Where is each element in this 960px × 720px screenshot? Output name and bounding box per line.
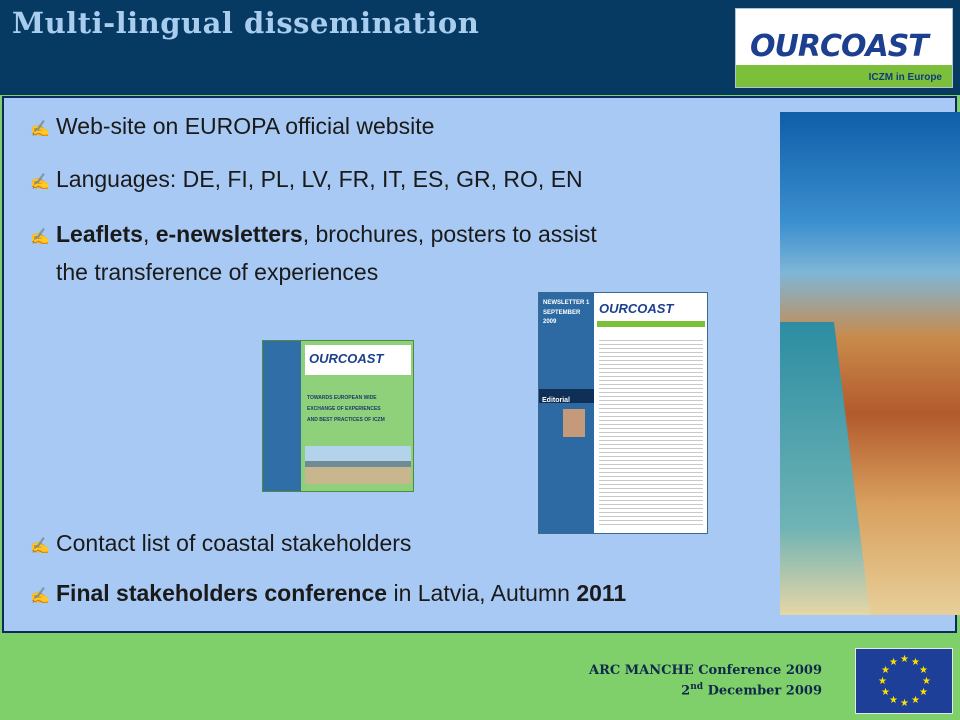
newsletter-logo <box>597 297 705 327</box>
newsletter-date: SEPTEMBER 2009 <box>543 309 581 326</box>
eu-star-icon: ★ <box>911 695 920 707</box>
footer-month: December 2009 <box>703 683 822 699</box>
eu-star-icon: ★ <box>919 687 929 698</box>
header-bar <box>0 0 960 95</box>
bullet-website <box>30 110 434 142</box>
eu-star-icon: ★ <box>878 676 887 687</box>
eu-flag-icon <box>855 648 953 714</box>
eu-star-icon: ★ <box>922 676 931 687</box>
slide-title: Multi-lingual dissemination <box>12 6 480 40</box>
eu-star-icon: ★ <box>880 687 890 698</box>
eu-star-icon: ★ <box>889 656 898 668</box>
newsletter-thumbnail <box>538 292 708 534</box>
ourcoast-logo <box>735 8 953 88</box>
bullet-final-conference <box>30 577 626 609</box>
eu-star-icon: ★ <box>880 665 890 676</box>
leaflet-thumbnail <box>262 340 414 492</box>
eu-star-icon: ★ <box>900 698 909 709</box>
bullet-bold-enewsletters: e-newsletters <box>155 221 303 247</box>
newsletter-logo-text: OURCOAST <box>599 301 674 316</box>
bullet-icon: ✍ <box>30 174 50 191</box>
footer-day: 2 <box>681 683 691 699</box>
newsletter-editorial-label <box>539 389 594 403</box>
footer-day-suffix: nd <box>690 681 704 692</box>
leaflet-line: AND BEST PRACTICES OF ICZM <box>307 417 385 423</box>
bullet-icon: ✍ <box>30 121 50 138</box>
footer-conference-info <box>589 662 822 701</box>
newsletter-number: NEWSLETTER 1 <box>543 300 590 306</box>
leaflet-logo-text: OURCOAST <box>309 351 384 366</box>
bullet-text: , brochures, posters to assist <box>302 221 597 247</box>
leaflet-text <box>307 393 411 426</box>
bullet-icon: ✍ <box>30 588 50 605</box>
eu-star-icon: ★ <box>900 654 909 665</box>
coastal-cliff-photo <box>780 112 960 615</box>
newsletter-header <box>543 299 594 328</box>
eu-star-icon: ★ <box>911 656 920 668</box>
bullet-continuation: the transference of experiences <box>56 259 379 286</box>
leaflet-beach-image <box>305 446 411 484</box>
newsletter-portrait <box>563 409 585 437</box>
bullet-languages <box>30 163 583 195</box>
eu-star-icon: ★ <box>889 695 898 707</box>
bullet-text: Languages: DE, FI, PL, LV, FR, IT, ES, GR, RO, EN <box>56 166 583 192</box>
bullet-icon: ✍ <box>30 538 50 555</box>
footer-line-2 <box>589 681 822 701</box>
bullet-bold-conference: Final stakeholders conference <box>56 580 388 606</box>
logo-wordmark: OURCOAST <box>750 29 928 64</box>
leaflet-line: TOWARDS EUROPEAN WIDE <box>307 395 377 401</box>
bullet-leaflets <box>30 218 730 288</box>
bullet-bold-year: 2011 <box>576 580 627 606</box>
logo-subtitle: ICZM in Europe <box>868 72 942 83</box>
bullet-contact-list <box>30 527 411 559</box>
photo-sea <box>780 322 870 615</box>
newsletter-section: Editorial <box>542 397 571 404</box>
bullet-bold-leaflets: Leaflets <box>56 221 143 247</box>
leaflet-logo <box>305 345 411 375</box>
newsletter-body-text <box>599 337 703 527</box>
leaflet-line: EXCHANGE OF EXPERIENCES <box>307 406 381 412</box>
leaflet-side-strip <box>263 341 301 491</box>
bullet-icon: ✍ <box>30 229 50 246</box>
bullet-text: in Latvia, Autumn <box>387 580 577 606</box>
footer-line-1: ARC MANCHE Conference 2009 <box>589 663 822 678</box>
bullet-sep: , <box>142 221 156 247</box>
eu-star-icon: ★ <box>919 665 929 676</box>
bullet-text: Contact list of coastal stakeholders <box>56 530 412 556</box>
bullet-text: Web-site on EUROPA official website <box>56 113 435 139</box>
